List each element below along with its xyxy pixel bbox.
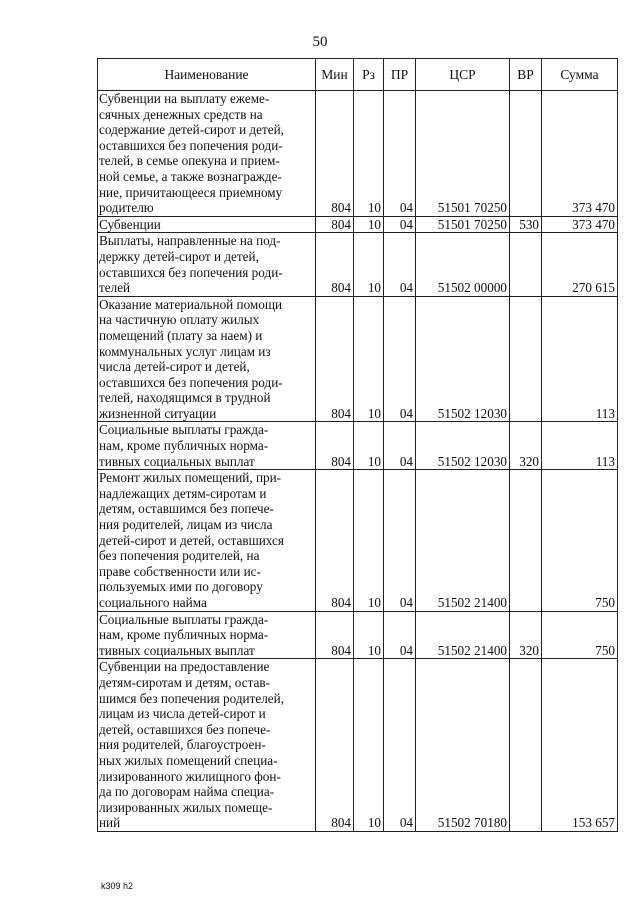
row-name-line: Ремонт жилых помещений, при-: [99, 470, 282, 486]
row-name-line: лицам из числа детей-сирот и: [99, 706, 266, 722]
row-pr: 04: [384, 611, 416, 659]
row-csr: 51501 70250: [416, 91, 510, 217]
row-name-line: Субвенции на предоставление: [99, 659, 270, 675]
row-name-line: родителю: [99, 200, 154, 216]
row-name-line: помещений (плату за наем) и: [99, 327, 263, 343]
row-name-line: Социальные выплаты гражда-: [99, 422, 269, 438]
header-min: Мин: [316, 59, 354, 91]
table-row: [98, 470, 618, 611]
row-name-line: детей-сирот и детей, оставшихся: [99, 532, 284, 548]
row-csr: 51502 21400: [416, 470, 510, 611]
table-row: [98, 611, 618, 659]
row-sum: 373 470: [542, 216, 618, 233]
row-name-line: детей, оставшихся без попече-: [99, 721, 271, 737]
row-name-line: лизированного жилищного фон-: [99, 768, 281, 784]
table-row: [98, 296, 618, 422]
row-csr: 51502 70180: [416, 659, 510, 832]
table-row: [98, 216, 618, 233]
row-sum: 750: [542, 611, 618, 659]
row-rz: 10: [354, 91, 384, 217]
row-name: [98, 233, 316, 296]
row-sum: 270 615: [542, 233, 618, 296]
row-pr: 04: [384, 91, 416, 217]
row-pr: 04: [384, 233, 416, 296]
row-name: [98, 611, 316, 659]
row-sum: 153 657: [542, 659, 618, 832]
row-name-line: ний: [99, 815, 121, 831]
row-rz: 10: [354, 216, 384, 233]
row-csr: 51502 00000: [416, 233, 510, 296]
row-pr: 04: [384, 216, 416, 233]
row-name-line: сячных денежных средств на: [99, 106, 263, 122]
row-name-line: оставшихся без попечения роди-: [99, 374, 283, 390]
row-name-line: держку детей-сирот и детей,: [99, 248, 259, 264]
row-sum: 373 470: [542, 91, 618, 217]
row-sum: 113: [542, 422, 618, 470]
row-min: 804: [316, 611, 354, 659]
table-row: [98, 233, 618, 296]
table-row: [98, 91, 618, 217]
row-min: 804: [316, 659, 354, 832]
row-vr: 320: [510, 611, 542, 659]
row-name-line: ния родителей, благоустроен-: [99, 737, 266, 753]
row-min: 804: [316, 216, 354, 233]
row-name-line: ние, причитающееся приемному: [99, 184, 283, 200]
row-name-line: Оказание материальной помощи: [99, 296, 283, 312]
row-name: [98, 216, 316, 233]
row-min: 804: [316, 233, 354, 296]
row-name-line: телей: [99, 280, 131, 296]
row-name-line: ния родителей, лицам из числа: [99, 517, 273, 533]
row-pr: 04: [384, 659, 416, 832]
row-name-line: жизненной ситуации: [99, 405, 217, 421]
row-name-line: лизированных жилых помеще-: [99, 799, 273, 815]
row-name-line: содержание детей-сирот и детей,: [99, 122, 284, 138]
row-pr: 04: [384, 422, 416, 470]
row-name-line: детям, оставшимся без попече-: [99, 501, 274, 517]
row-rz: 10: [354, 233, 384, 296]
row-vr: [510, 659, 542, 832]
table-header-row: [98, 59, 618, 91]
row-rz: 10: [354, 422, 384, 470]
table-row: [98, 659, 618, 832]
row-name-line: нам, кроме публичных норма-: [99, 627, 269, 643]
row-name-line: телей, находящимся в трудной: [99, 390, 271, 406]
row-name-line: телей, в семье опекуна и прием-: [99, 153, 280, 169]
header-csr: ЦСР: [416, 59, 510, 91]
row-name-line: коммунальных услуг лицам из: [99, 343, 271, 359]
row-name-line: Субвенции на выплату ежеме-: [99, 91, 270, 106]
row-csr: 51501 70250: [416, 216, 510, 233]
row-name: [98, 296, 316, 422]
row-name-line: ных жилых помещений специа-: [99, 752, 278, 768]
row-name-line: шимся без попечения родителей,: [99, 690, 285, 706]
footer-code: k309 h2: [101, 881, 134, 891]
row-name-line: тивных социальных выплат: [99, 453, 255, 469]
row-pr: 04: [384, 296, 416, 422]
row-name-line: да по договорам найма специа-: [99, 784, 275, 800]
row-name-line: социального найма: [99, 595, 207, 610]
row-name-line: Социальные выплаты гражда-: [99, 611, 269, 627]
row-name-line: тивных социальных выплат: [99, 642, 255, 658]
row-min: 804: [316, 470, 354, 611]
row-name: [98, 470, 316, 611]
page-number: 50: [312, 34, 328, 50]
header-rz: Рз: [354, 59, 384, 91]
row-name: [98, 422, 316, 470]
row-name-line: пользуемых ими по договору: [99, 579, 263, 595]
row-rz: 10: [354, 611, 384, 659]
row-vr: [510, 91, 542, 217]
header-sum: Сумма: [542, 59, 618, 91]
row-rz: 10: [354, 296, 384, 422]
row-name: [98, 659, 316, 832]
row-name-line: нам, кроме публичных норма-: [99, 438, 269, 454]
table-row: [98, 422, 618, 470]
row-vr: [510, 470, 542, 611]
row-name-line: без попечения родителей, на: [99, 548, 260, 564]
header-pr: ПР: [384, 59, 416, 91]
row-csr: 51502 12030: [416, 296, 510, 422]
row-vr: [510, 233, 542, 296]
row-name-line: числа детей-сирот и детей,: [99, 359, 250, 375]
row-name-line: оставшихся без попечения роди-: [99, 264, 283, 280]
header-vr: ВР: [510, 59, 542, 91]
row-pr: 04: [384, 470, 416, 611]
row-min: 804: [316, 422, 354, 470]
row-csr: 51502 12030: [416, 422, 510, 470]
row-name-line: оставшихся без попечения роди-: [99, 137, 283, 153]
row-name-line: на частичную оплату жилых: [99, 312, 260, 328]
row-rz: 10: [354, 659, 384, 832]
row-name-line: детям-сиротам и детям, остав-: [99, 674, 270, 690]
row-name-line: праве собственности или ис-: [99, 563, 261, 579]
row-sum: 113: [542, 296, 618, 422]
row-vr: 320: [510, 422, 542, 470]
row-rz: 10: [354, 470, 384, 611]
row-sum: 750: [542, 470, 618, 611]
header-name: Наименование: [98, 59, 316, 91]
row-name-line: надлежащих детям-сиротам и: [99, 485, 267, 501]
row-min: 804: [316, 91, 354, 217]
budget-table: [97, 58, 618, 832]
row-name-line: Субвенции: [99, 216, 161, 232]
row-vr: 530: [510, 216, 542, 233]
row-name: [98, 91, 316, 217]
row-min: 804: [316, 296, 354, 422]
row-name-line: Выплаты, направленные на под-: [99, 233, 281, 249]
row-name-line: ной семье, а также вознагражде-: [99, 168, 282, 184]
row-csr: 51502 21400: [416, 611, 510, 659]
row-vr: [510, 296, 542, 422]
